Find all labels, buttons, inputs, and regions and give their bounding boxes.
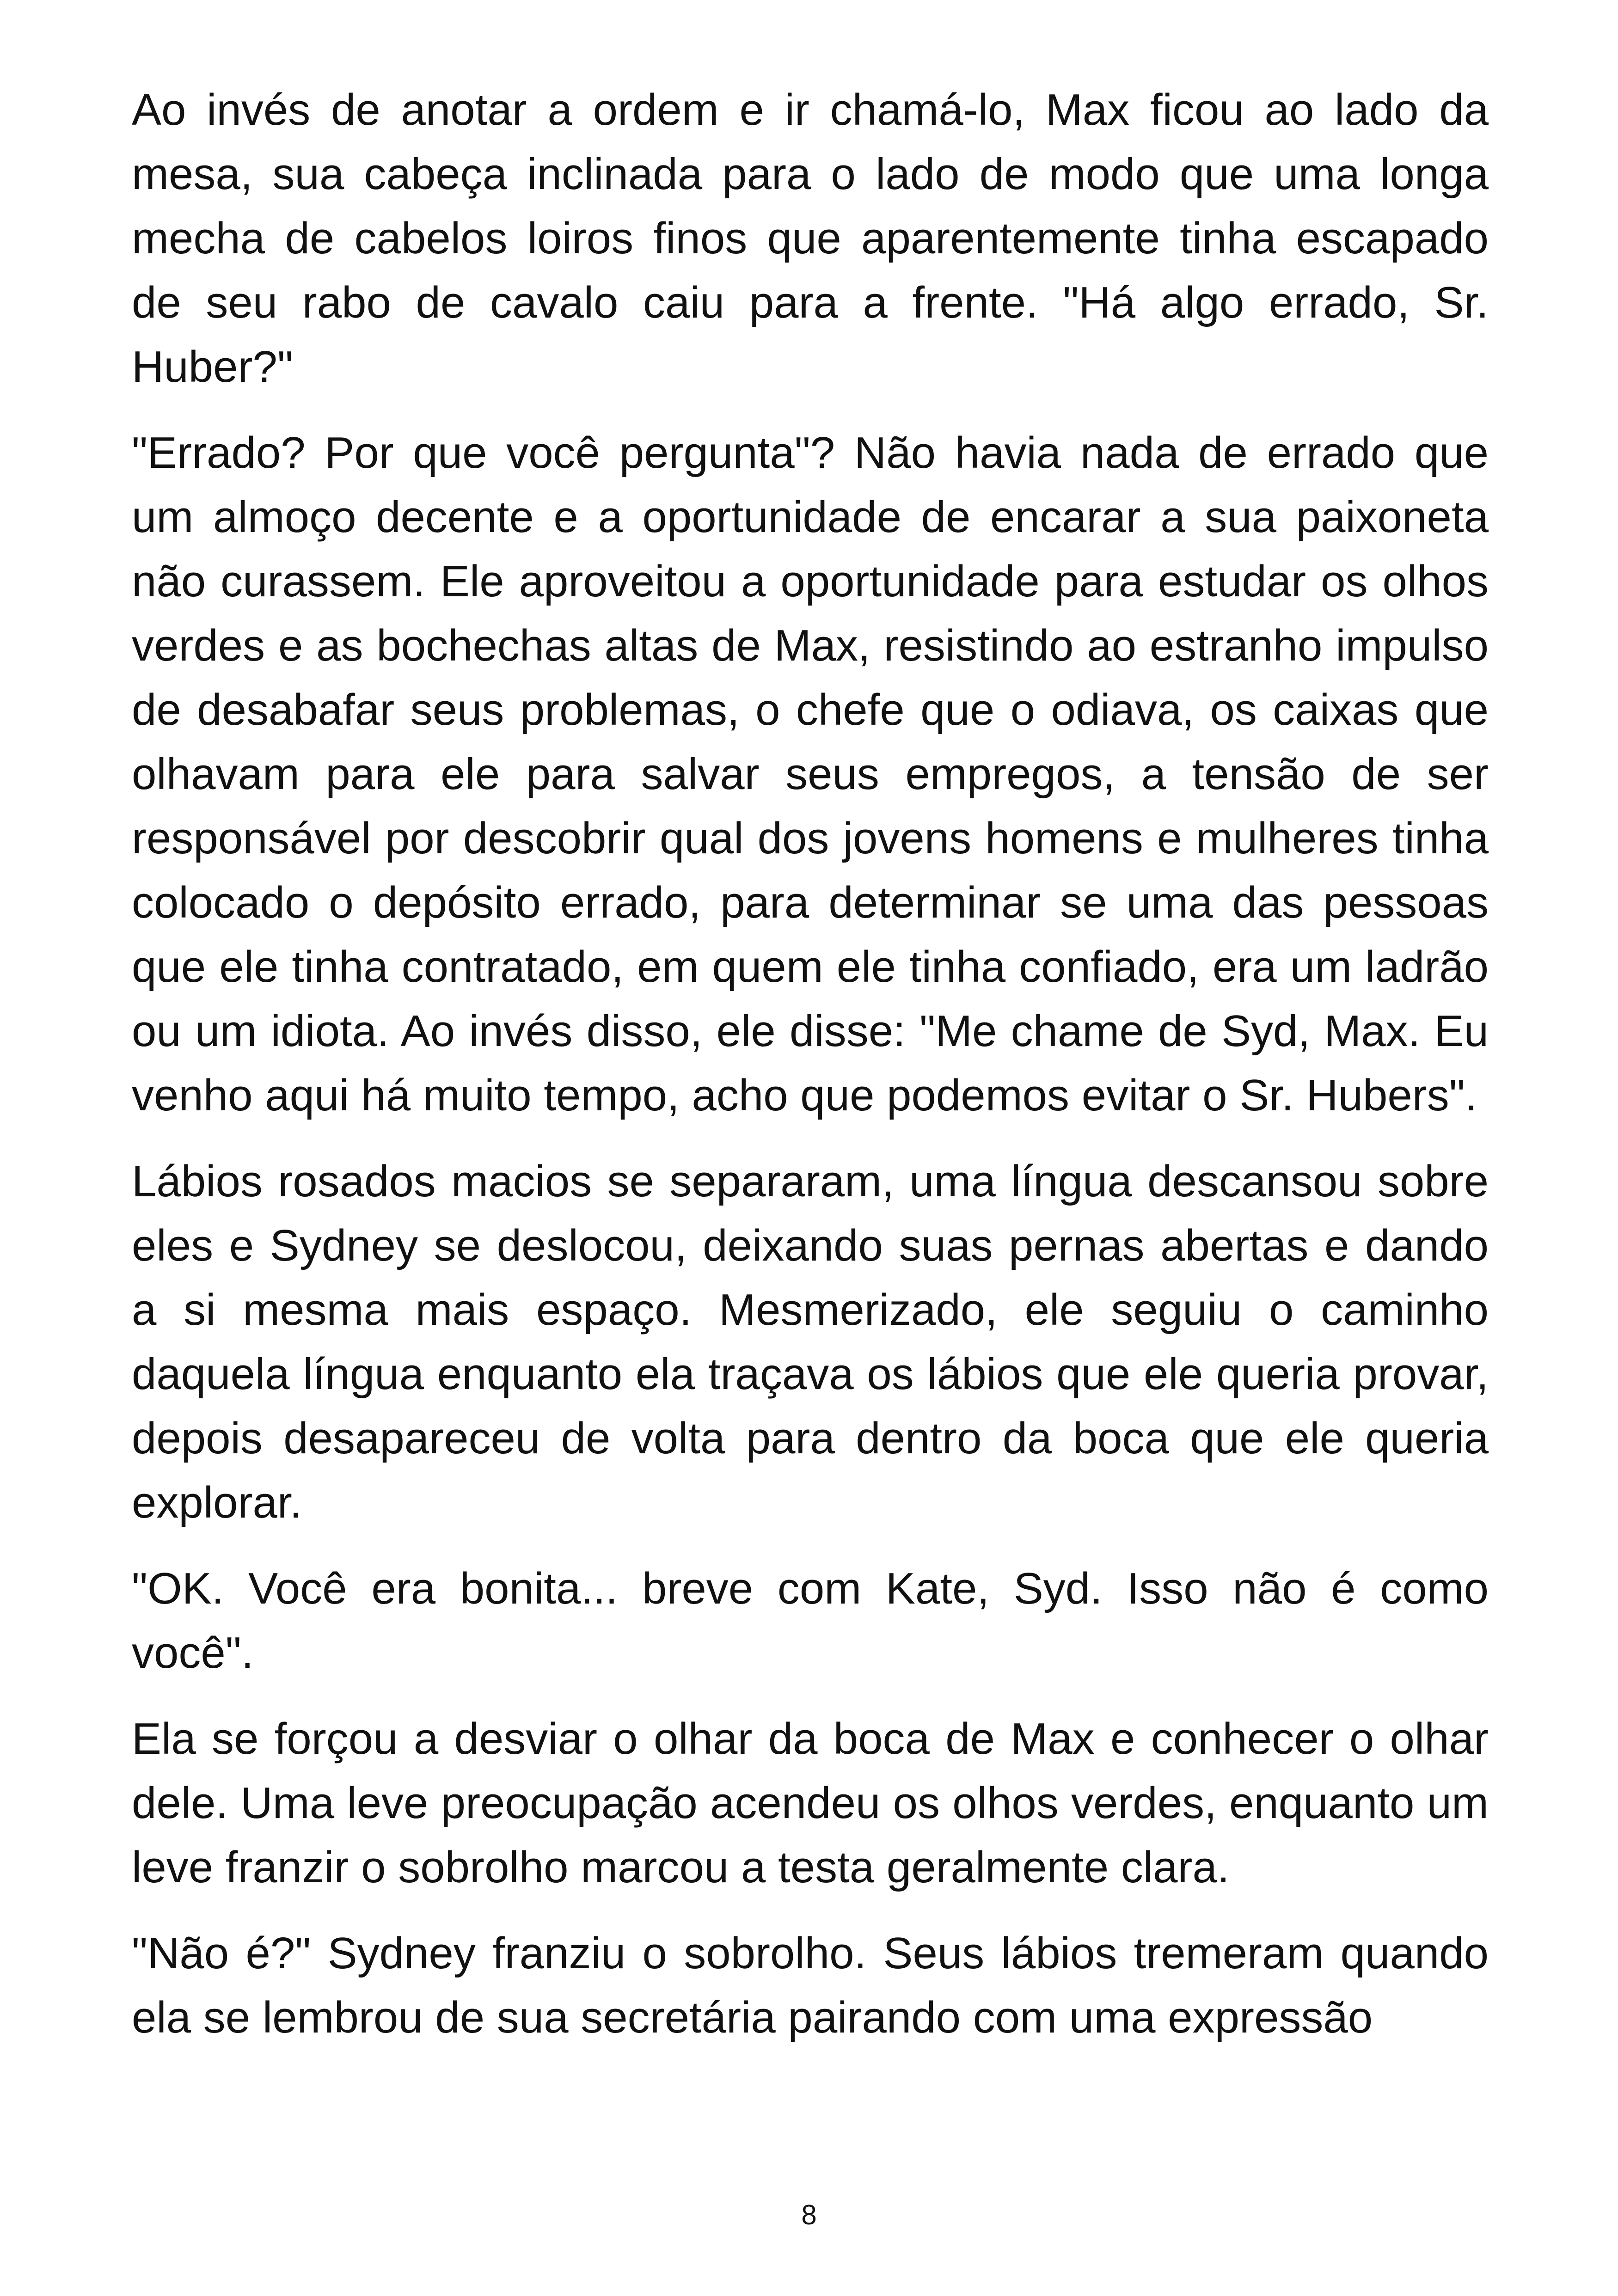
body-text — [132, 78, 1489, 2050]
paragraph-1: Ao invés de anotar a ordem e ir chamá-lo, Max ficou ao lado da mesa, sua cabeça inclinada para o lado de modo que uma longa mecha de cabelos loiros finos que aparentemente tinha escapado de seu rabo de cavalo caiu para a frente. "Há algo errado, Sr. Huber?" — [132, 85, 1489, 392]
paragraph-5: Ela se forçou a desviar o olhar da boca de Max e conhecer o olhar dele. Uma leve preocupação acendeu os olhos verdes, enquanto um leve franzir o sobrolho marcou a testa geralmente clara. — [132, 1714, 1489, 1892]
page-number: 8 — [801, 2199, 817, 2230]
paragraph-6: "Não é?" Sydney franziu o sobrolho. Seus lábios tremeram quando ela se lembrou de sua secretária pairando com uma expressão — [132, 1929, 1489, 2042]
paragraph-4: "OK. Você era bonita... breve com Kate, Syd. Isso não é como você". — [132, 1564, 1489, 1678]
paragraph-3: Lábios rosados macios se separaram, uma língua descansou sobre eles e Sydney se deslocou, deixando suas pernas abertas e dando a si mesma mais espaço. Mesmerizado, ele seguiu o caminho daquela língua enquanto ela traçava os lábios que ele queria provar, depois desapareceu de volta para dentro da boca que ele queria explorar. — [132, 1157, 1489, 1527]
paragraph-2: "Errado? Por que você pergunta"? Não havia nada de errado que um almoço decente e a oportunidade de encarar a sua paixoneta não curassem. Ele aproveitou a oportunidade para estudar os olhos verdes e as bochechas altas de Max, resistindo ao estranho impulso de desabafar seus problemas, o chefe que o odiava, os caixas que olhavam para ele para salvar seus empregos, a tensão de ser responsável por descobrir qual dos jovens homens e mulheres tinha colocado o depósito errado, para determinar se uma das pessoas que ele tinha contratado, em quem ele tinha confiado, era um ladrão ou um idiota. Ao invés disso, ele disse: "Me chame de Syd, Max. Eu venho aqui há muito tempo, acho que podemos evitar o Sr. Hubers". — [132, 428, 1489, 1120]
